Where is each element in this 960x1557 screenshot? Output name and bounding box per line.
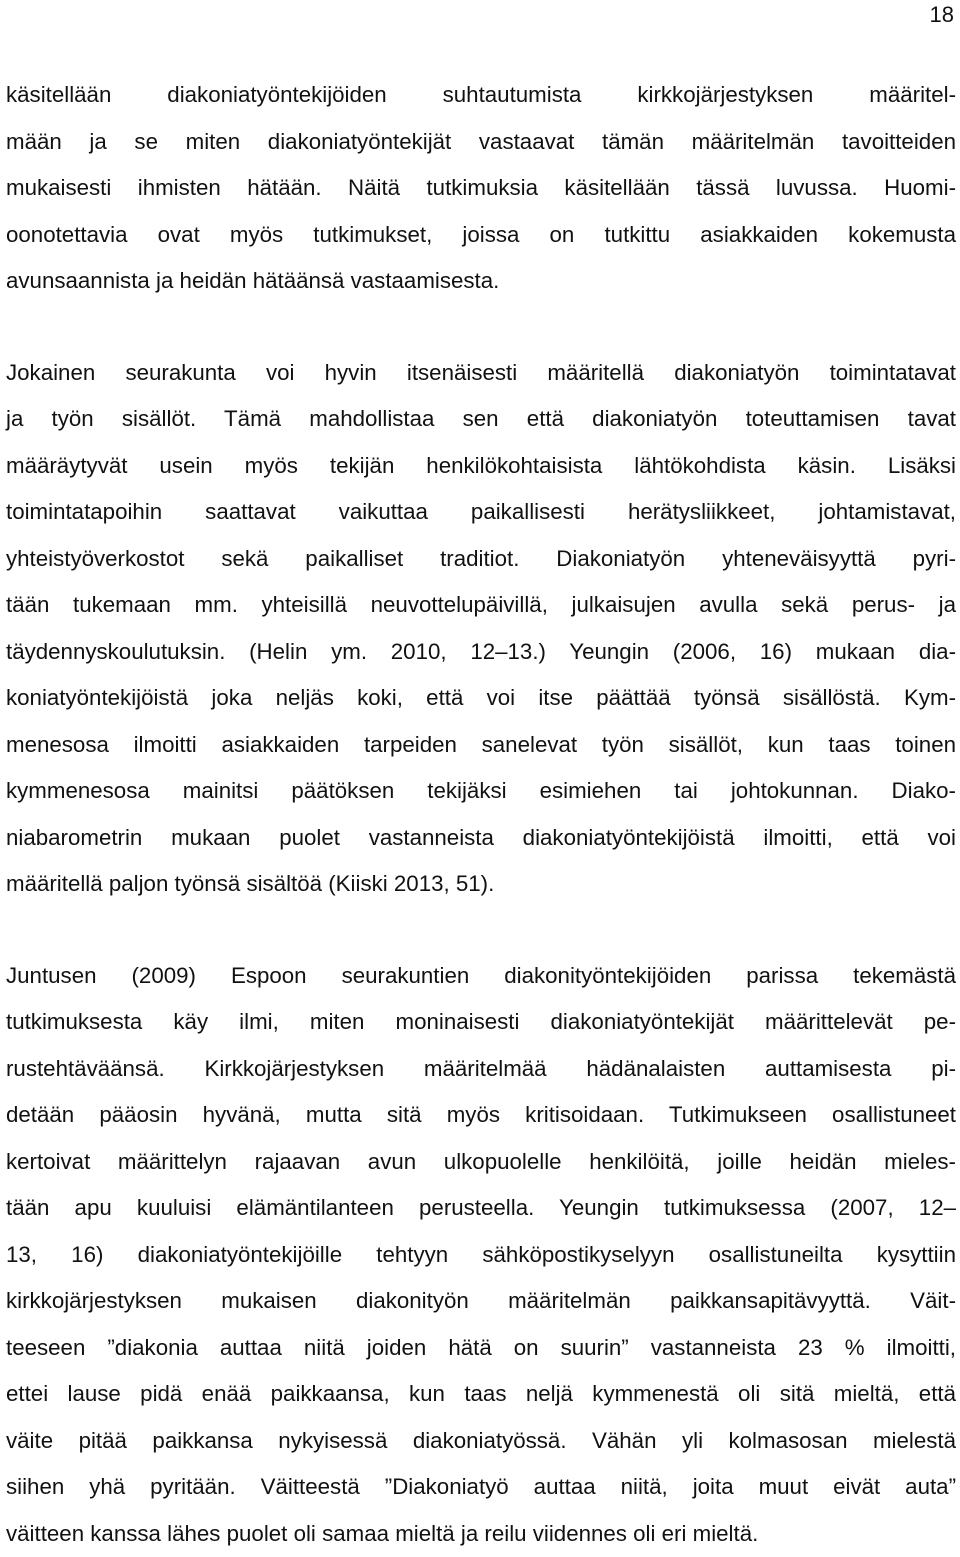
text-line: tutkimuksesta käy ilmi, miten moninaisesti diakoniatyöntekijät määrittelevät pe-: [6, 999, 956, 1046]
text-line: kertoivat määrittelyn rajaavan avun ulkopuolelle henkilöitä, joille heidän mieles-: [6, 1139, 956, 1186]
text-line: tään apu kuuluisi elämäntilanteen perusteella. Yeungin tutkimuksessa (2007, 12–: [6, 1185, 956, 1232]
page-body: [6, 72, 956, 1557]
text-line: määritellä paljon työnsä sisältöä (Kiiski 2013, 51).: [6, 861, 956, 908]
text-line: rustehtäväänsä. Kirkkojärjestyksen määritelmää hädänalaisten auttamisesta pi-: [6, 1046, 956, 1093]
paragraph-1: [6, 72, 956, 305]
text-line: detään pääosin hyvänä, mutta sitä myös kritisoidaan. Tutkimukseen osallistuneet: [6, 1092, 956, 1139]
text-line: mukaisesti ihmisten hätään. Näitä tutkimuksia käsitellään tässä luvussa. Huomi-: [6, 165, 956, 212]
text-line: Juntusen (2009) Espoon seurakuntien diakonityöntekijöiden parissa tekemästä: [6, 953, 956, 1000]
text-line: ettei lause pidä enää paikkaansa, kun taas neljä kymmenestä oli sitä mieltä, että: [6, 1371, 956, 1418]
page-number: 18: [930, 2, 954, 28]
text-line: kirkkojärjestyksen mukaisen diakonityön määritelmän paikkansapitävyyttä. Väit-: [6, 1278, 956, 1325]
text-line: oonotettavia ovat myös tutkimukset, joissa on tutkittu asiakkaiden kokemusta: [6, 212, 956, 259]
text-line: koniatyöntekijöistä joka neljäs koki, että voi itse päättää työnsä sisällöstä. Kym-: [6, 675, 956, 722]
text-line: väitteen kanssa lähes puolet oli samaa mieltä ja reilu viidennes oli eri mieltä.: [6, 1511, 956, 1557]
paragraph-spacer: [6, 305, 956, 350]
paragraph-spacer: [6, 908, 956, 953]
text-line: ja työn sisällöt. Tämä mahdollistaa sen että diakoniatyön toteuttamisen tavat: [6, 396, 956, 443]
paragraph-3: [6, 953, 956, 1557]
text-line: määräytyvät usein myös tekijän henkilökohtaisista lähtökohdista käsin. Lisäksi: [6, 443, 956, 490]
text-line: Jokainen seurakunta voi hyvin itsenäisesti määritellä diakoniatyön toimintatavat: [6, 350, 956, 397]
text-line: niabarometrin mukaan puolet vastanneista diakoniatyöntekijöistä ilmoitti, että voi: [6, 815, 956, 862]
text-line: 13, 16) diakoniatyöntekijöille tehtyyn sähköpostikyselyyn osallistuneilta kysyttiin: [6, 1232, 956, 1279]
text-line: tään tukemaan mm. yhteisillä neuvottelupäivillä, julkaisujen avulla sekä perus- ja: [6, 582, 956, 629]
text-line: täydennyskoulutuksin. (Helin ym. 2010, 12–13.) Yeungin (2006, 16) mukaan dia-: [6, 629, 956, 676]
text-line: mään ja se miten diakoniatyöntekijät vastaavat tämän määritelmän tavoitteiden: [6, 119, 956, 166]
text-line: toimintatapoihin saattavat vaikuttaa paikallisesti herätysliikkeet, johtamistavat,: [6, 489, 956, 536]
text-line: kymmenesosa mainitsi päätöksen tekijäksi esimiehen tai johtokunnan. Diako-: [6, 768, 956, 815]
text-line: käsitellään diakoniatyöntekijöiden suhtautumista kirkkojärjestyksen määritel-: [6, 72, 956, 119]
text-line: teeseen ”diakonia auttaa niitä joiden hätä on suurin” vastanneista 23 % ilmoitti,: [6, 1325, 956, 1372]
text-line: menesosa ilmoitti asiakkaiden tarpeiden sanelevat työn sisällöt, kun taas toinen: [6, 722, 956, 769]
text-line: siihen yhä pyritään. Väitteestä ”Diakoniatyö auttaa niitä, joita muut eivät auta”: [6, 1464, 956, 1511]
text-line: avunsaannista ja heidän hätäänsä vastaamisesta.: [6, 258, 956, 305]
text-line: väite pitää paikkansa nykyisessä diakoniatyössä. Vähän yli kolmasosan mielestä: [6, 1418, 956, 1465]
paragraph-2: [6, 350, 956, 908]
text-line: yhteistyöverkostot sekä paikalliset traditiot. Diakoniatyön yhteneväisyyttä pyri-: [6, 536, 956, 583]
